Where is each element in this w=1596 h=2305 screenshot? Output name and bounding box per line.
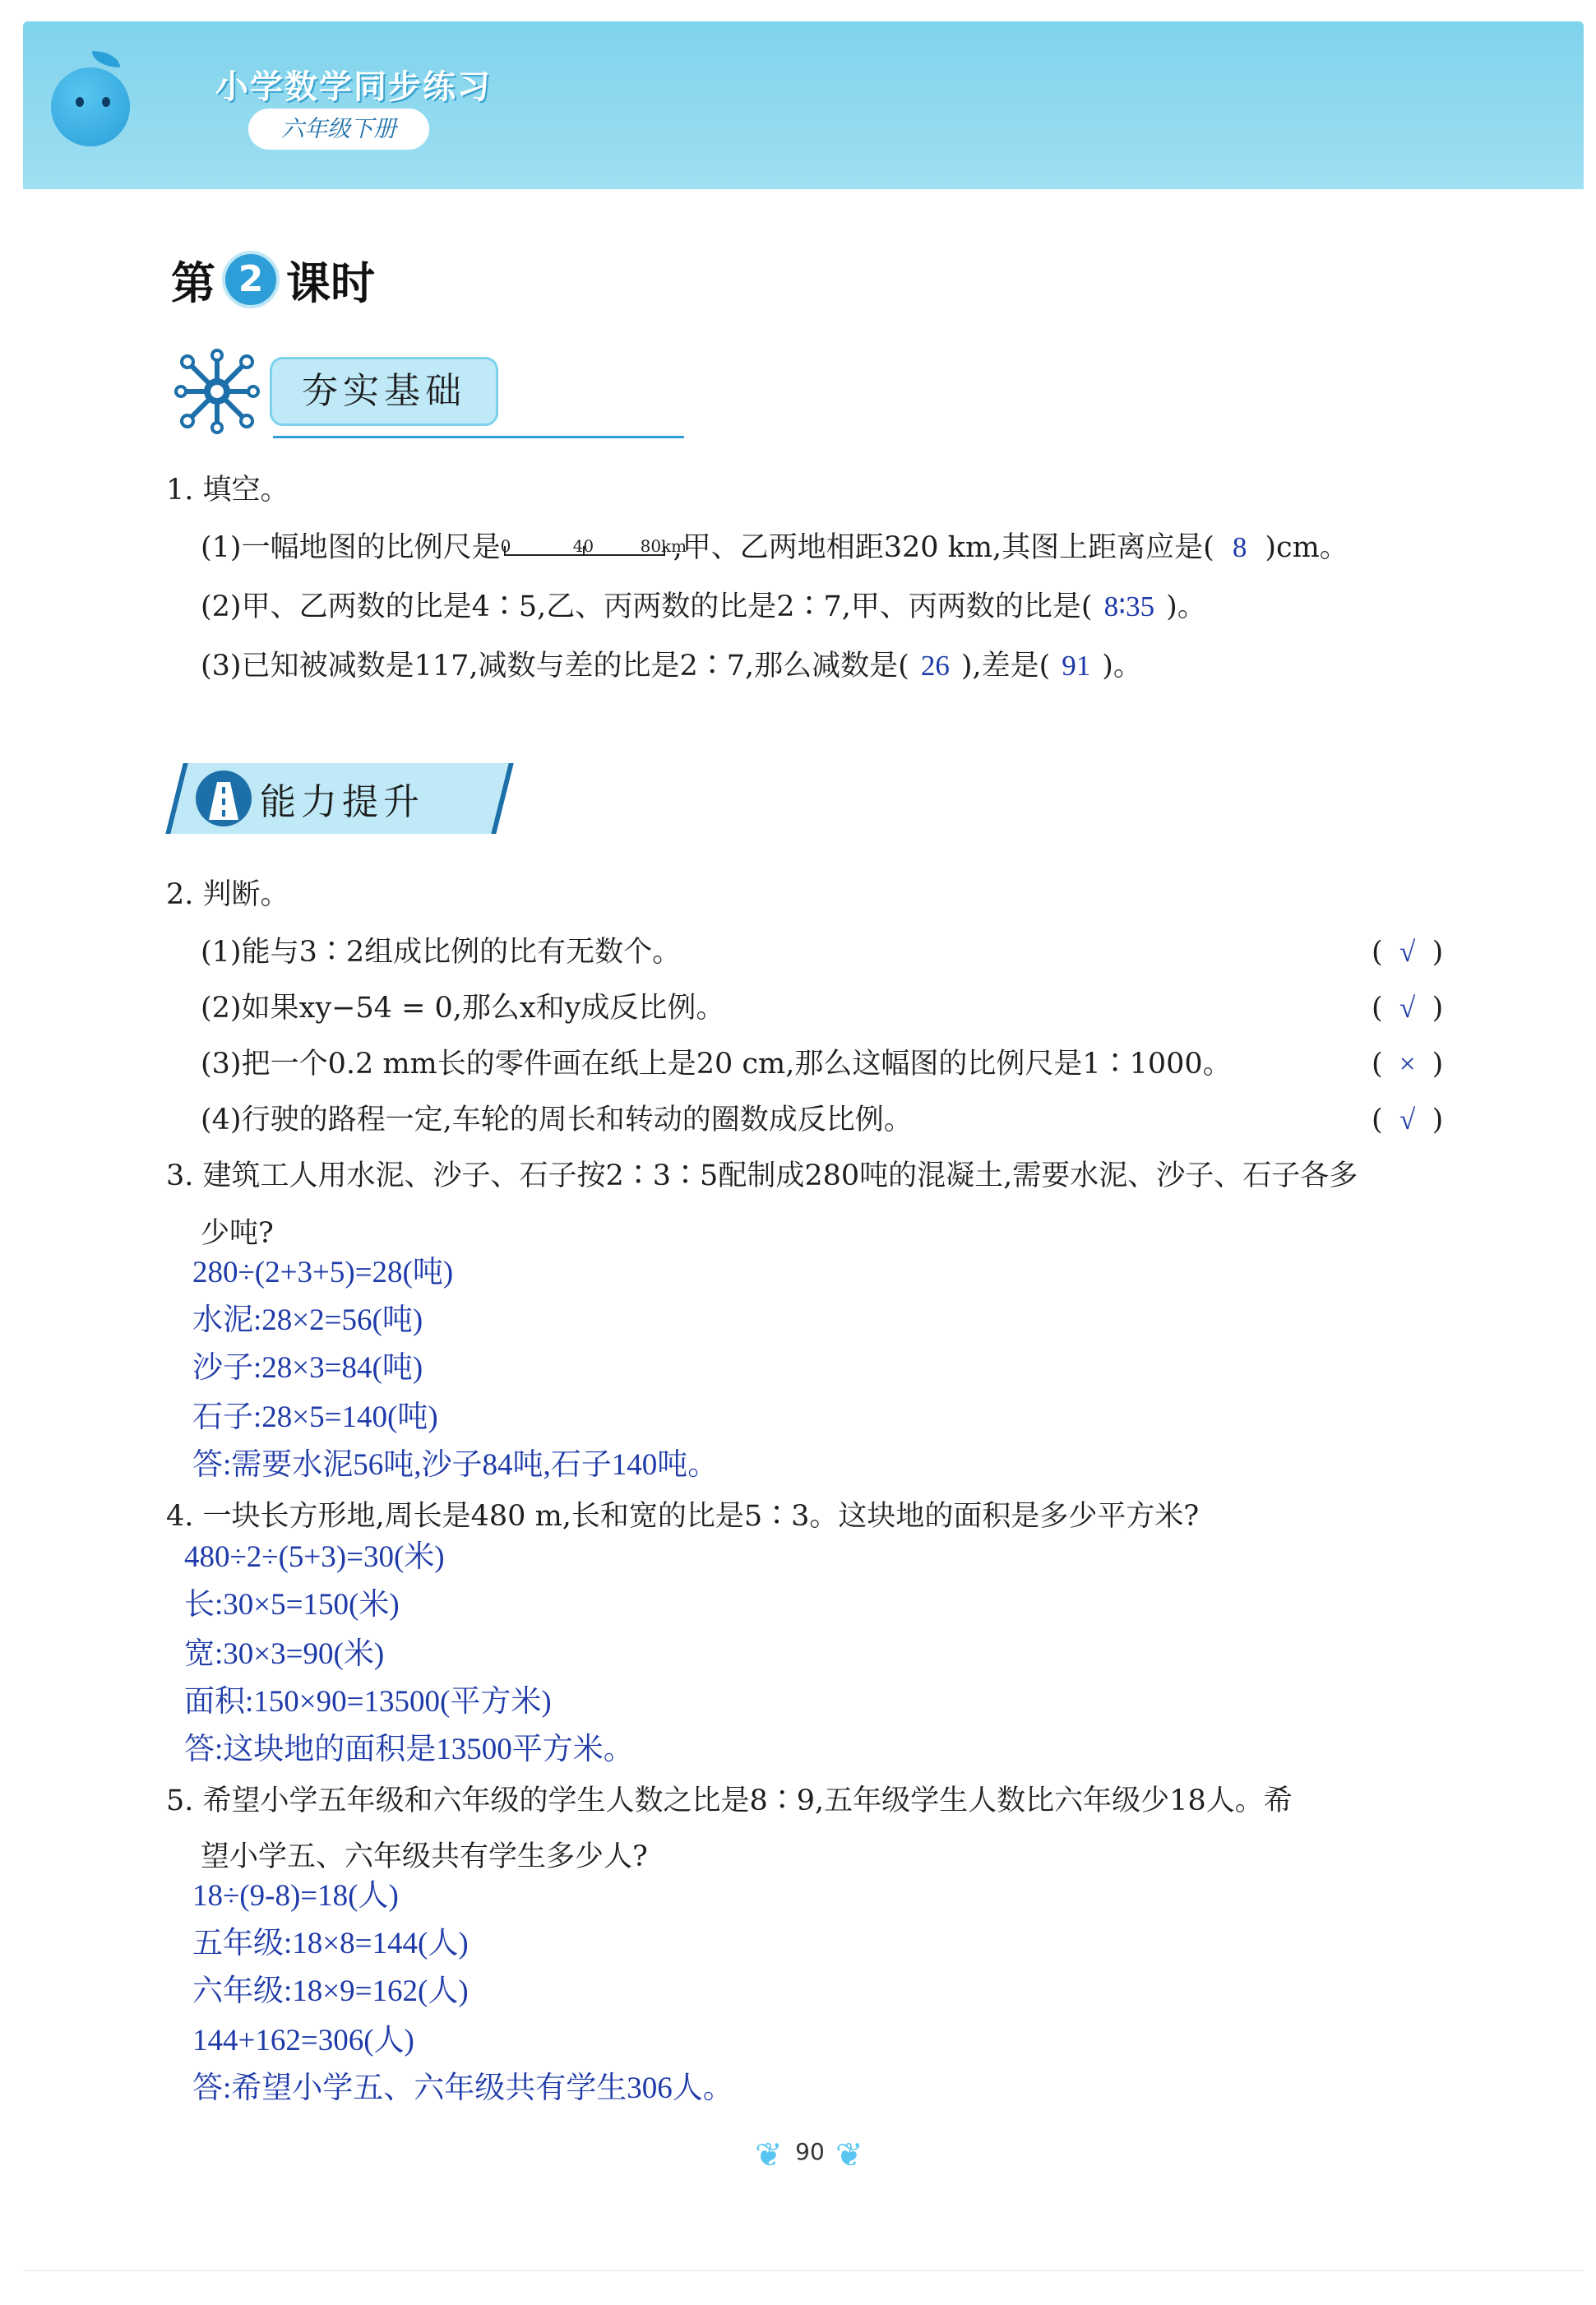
judge-item: (3)把一个0.2 mm长的零件画在纸上是20 cm,那么这幅图的比例尺是1∶1000。	[201, 1048, 1232, 1081]
q1-part1-text: )cm。	[1265, 531, 1349, 564]
check-mark: √	[1399, 992, 1416, 1024]
judge-answer: ( √ )	[1372, 936, 1444, 969]
judge-answer: ( × )	[1372, 1048, 1444, 1081]
scale-bar	[500, 530, 687, 566]
work-line: 六年级:18×9=162(人)	[192, 1974, 469, 2008]
q1-part1	[201, 530, 1349, 566]
judge-answer: ( √ )	[1372, 1104, 1444, 1136]
lesson-number-badge: 2	[222, 251, 280, 308]
work-line: 144+162=306(人)	[192, 2024, 414, 2057]
section-banner-ability	[174, 763, 505, 834]
q3-text: 3. 建筑工人用水泥、沙子、石子按2∶3∶5配制成280吨的混凝土,需要水泥、沙子、石子各多	[166, 1159, 1358, 1192]
mascot-eye-icon	[102, 97, 110, 107]
laurel-right-icon: ❦	[835, 2136, 863, 2174]
work-line: 水泥:28×2=56(吨)	[192, 1303, 423, 1337]
q5-text: 5. 希望小学五年级和六年级的学生人数之比是8∶9,五年级学生人数比六年级少18人。希	[166, 1784, 1293, 1817]
judge-item: (1)能与3∶2组成比例的比有无数个。	[201, 936, 682, 969]
network-icon	[174, 349, 260, 434]
section-title: 夯实基础	[270, 357, 498, 426]
road-icon	[196, 771, 252, 826]
check-mark: √	[1399, 1104, 1416, 1136]
work-line: 宽:30×3=90(米)	[184, 1637, 385, 1671]
header-scallop-border	[23, 176, 1584, 196]
q1-part3-text: (3)已知被减数是117,减数与差的比是2∶7,那么减数是(	[201, 650, 909, 683]
q1-title: 1. 填空。	[166, 474, 289, 507]
work-line: 沙子:28×3=84(吨)	[192, 1351, 423, 1385]
q1-part1-text: (1)一幅地图的比例尺是	[201, 531, 501, 564]
section-banner-basics	[174, 349, 498, 434]
q3-text: 少吨?	[201, 1217, 274, 1250]
work-line: 答:需要水泥56吨,沙子84吨,石子140吨。	[192, 1448, 719, 1482]
answer: 8∶35	[1103, 590, 1155, 623]
lesson-heading	[171, 247, 375, 312]
judge-item: (2)如果xy−54 = 0,那么x和y成反比例。	[201, 992, 725, 1025]
work-line: 480÷2÷(5+3)=30(米)	[184, 1540, 445, 1574]
work-line: 面积:150×90=13500(平方米)	[184, 1685, 552, 1719]
page-number: 90	[795, 2138, 825, 2165]
q1-part1-text: ,甲、乙两地相距320 km,其图上距离应是(	[673, 531, 1214, 564]
section-title: 能力提升	[260, 781, 424, 823]
q1-part3-text: )。	[1102, 650, 1142, 683]
work-line: 长:30×5=150(米)	[184, 1588, 400, 1622]
footer-divider	[23, 2270, 1584, 2271]
work-line: 280÷(2+3+5)=28(吨)	[192, 1256, 454, 1289]
q1-part2-text: (2)甲、乙两数的比是4∶5,乙、丙两数的比是2∶7,甲、丙两数的比是(	[201, 590, 1093, 623]
work-line: 五年级:18×8=144(人)	[192, 1927, 469, 1960]
section-box	[165, 763, 513, 834]
grade-badge: 六年级下册	[248, 109, 429, 150]
answer: 26	[920, 650, 950, 682]
scale-label: 80km	[640, 536, 687, 556]
q5-text: 望小学五、六年级共有学生多少人?	[201, 1840, 648, 1873]
cross-mark: ×	[1399, 1048, 1416, 1080]
scale-label: 0	[500, 536, 511, 556]
lesson-prefix: 第	[171, 257, 215, 309]
work-line: 石子:28×5=140(吨)	[192, 1400, 438, 1434]
judge-answer: ( √ )	[1372, 992, 1444, 1025]
q1-part2-text: )。	[1166, 590, 1206, 623]
work-line: 18÷(9-8)=18(人)	[192, 1879, 399, 1913]
section-underline	[273, 436, 684, 438]
q1-part3	[201, 648, 1142, 684]
apple-mascot-icon	[51, 67, 130, 146]
q1-part2	[201, 589, 1206, 625]
q1-part3-text: ),差是(	[960, 650, 1051, 683]
check-mark: √	[1399, 936, 1416, 968]
lesson-suffix: 课时	[286, 257, 375, 309]
scale-label: 40	[572, 536, 594, 556]
answer: 91	[1062, 650, 1091, 682]
laurel-left-icon: ❦	[755, 2136, 783, 2174]
q4-text: 4. 一块长方形地,周长是480 m,长和宽的比是5∶3。这块地的面积是多少平方米?	[166, 1500, 1200, 1533]
judge-item: (4)行驶的路程一定,车轮的周长和转动的圈数成反比例。	[201, 1104, 913, 1136]
mascot-eye-icon	[76, 97, 84, 107]
answer: 8	[1232, 531, 1247, 563]
work-line: 答:这块地的面积是13500平方米。	[184, 1733, 634, 1766]
q2-title: 2. 判断。	[166, 878, 289, 911]
work-line: 答:希望小学五、六年级共有学生306人。	[192, 2071, 733, 2105]
book-title: 小学数学同步练习	[215, 68, 492, 106]
